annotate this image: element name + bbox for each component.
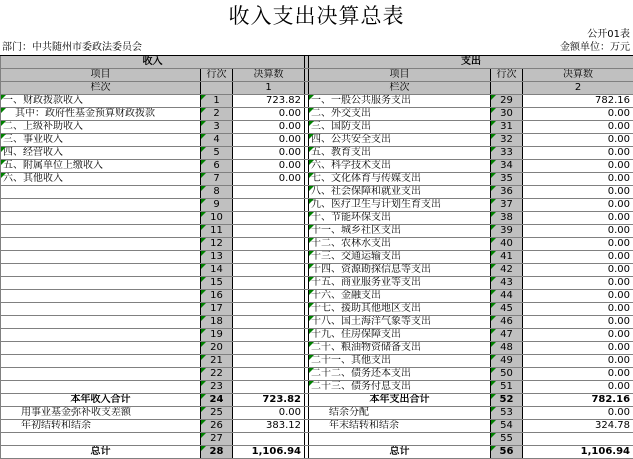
income-grand-total-label: 总计 xyxy=(1,446,201,459)
expense-item: 十七、援助其他地区支出 xyxy=(309,303,491,316)
expense-amount: 0.00 xyxy=(523,355,633,368)
expense-line-number: 48 xyxy=(491,342,523,355)
income-amount xyxy=(233,381,305,394)
income-item xyxy=(1,238,201,251)
expense-amount: 0.00 xyxy=(523,368,633,381)
income-line-number: 25 xyxy=(201,407,233,420)
table-row xyxy=(1,264,633,277)
income-amount: 0.00 xyxy=(233,108,305,121)
table-row xyxy=(1,420,633,433)
expense-line-number: 43 xyxy=(491,277,523,290)
income-amount: 723.82 xyxy=(233,95,305,108)
expense-amount xyxy=(523,433,633,446)
income-grand-total-line: 28 xyxy=(201,446,233,459)
table-row xyxy=(1,277,633,290)
section-header-row xyxy=(1,56,633,69)
expense-line-header: 行次 xyxy=(491,69,523,82)
income-amount: 383.12 xyxy=(233,420,305,433)
expense-total-line: 52 xyxy=(491,394,523,407)
expense-item: 五、教育支出 xyxy=(309,147,491,160)
expense-amount: 0.00 xyxy=(523,407,633,420)
income-item xyxy=(1,290,201,303)
expense-amount: 0.00 xyxy=(523,121,633,134)
table-row xyxy=(1,121,633,134)
income-line-number: 15 xyxy=(201,277,233,290)
expense-amount: 0.00 xyxy=(523,108,633,121)
table-row xyxy=(1,95,633,108)
expense-line-number: 42 xyxy=(491,264,523,277)
expense-item: 一、一般公共服务支出 xyxy=(309,95,491,108)
income-line-number: 18 xyxy=(201,316,233,329)
table-row xyxy=(1,199,633,212)
expense-item: 十六、金融支出 xyxy=(309,290,491,303)
income-amount-header: 决算数 xyxy=(233,69,305,82)
expense-amount: 0.00 xyxy=(523,316,633,329)
income-amount xyxy=(233,186,305,199)
expense-item-header: 项目 xyxy=(309,69,491,82)
table-row xyxy=(1,316,633,329)
income-amount xyxy=(233,368,305,381)
expense-item: 十四、资源勘探信息等支出 xyxy=(309,264,491,277)
income-item xyxy=(1,381,201,394)
table-row xyxy=(1,134,633,147)
expense-amount: 0.00 xyxy=(523,147,633,160)
income-item xyxy=(1,303,201,316)
expense-amount: 324.78 xyxy=(523,420,633,433)
income-amount: 0.00 xyxy=(233,173,305,186)
table-row xyxy=(1,108,633,121)
income-amount: 0.00 xyxy=(233,407,305,420)
expense-item: 七、文化体育与传媒支出 xyxy=(309,173,491,186)
expense-item: 二十、粮油物资储备支出 xyxy=(309,342,491,355)
expense-amount: 0.00 xyxy=(523,264,633,277)
income-line-blank xyxy=(201,82,233,95)
income-item xyxy=(1,316,201,329)
expense-line-number: 39 xyxy=(491,225,523,238)
expense-total-amount: 782.16 xyxy=(523,394,633,407)
expense-amount: 0.00 xyxy=(523,134,633,147)
income-item: 年初结转和结余 xyxy=(1,420,201,433)
income-line-number: 22 xyxy=(201,368,233,381)
amount-unit-label: 金额单位：万元 xyxy=(560,42,630,53)
expense-amount: 0.00 xyxy=(523,251,633,264)
expense-amount: 0.00 xyxy=(523,329,633,342)
income-grand-total-amount: 1,106.94 xyxy=(233,446,305,459)
expense-line-number: 51 xyxy=(491,381,523,394)
expense-line-number: 54 xyxy=(491,420,523,433)
income-expense-table xyxy=(0,55,633,459)
table-row xyxy=(1,212,633,225)
income-line-number: 7 xyxy=(201,173,233,186)
income-amount xyxy=(233,303,305,316)
income-item xyxy=(1,329,201,342)
income-amount xyxy=(233,251,305,264)
expense-item: 四、公共安全支出 xyxy=(309,134,491,147)
grand-total-row xyxy=(1,446,633,459)
income-line-header: 行次 xyxy=(201,69,233,82)
income-item: 三、事业收入 xyxy=(1,134,201,147)
expense-line-number: 46 xyxy=(491,316,523,329)
income-item xyxy=(1,212,201,225)
table-row xyxy=(1,368,633,381)
expense-item: 十五、商业服务业等支出 xyxy=(309,277,491,290)
expense-total-label: 本年支出合计 xyxy=(309,394,491,407)
income-line-number: 8 xyxy=(201,186,233,199)
report-title: 收入支出决算总表 xyxy=(228,4,405,28)
expense-item: 十二、农林水支出 xyxy=(309,238,491,251)
expense-line-number: 47 xyxy=(491,329,523,342)
expense-line-number: 34 xyxy=(491,160,523,173)
expense-amount: 0.00 xyxy=(523,199,633,212)
expense-item: 结余分配 xyxy=(309,407,491,420)
expense-amount: 0.00 xyxy=(523,290,633,303)
expense-item: 十一、城乡社区支出 xyxy=(309,225,491,238)
expense-column-number: 2 xyxy=(523,82,633,95)
income-item xyxy=(1,251,201,264)
expense-amount: 782.16 xyxy=(523,95,633,108)
expense-line-number: 30 xyxy=(491,108,523,121)
expense-line-number: 35 xyxy=(491,173,523,186)
column-header-row xyxy=(1,69,633,82)
income-line-number: 9 xyxy=(201,199,233,212)
expense-line-number: 31 xyxy=(491,121,523,134)
table-row xyxy=(1,251,633,264)
income-line-number: 21 xyxy=(201,355,233,368)
expense-amount: 0.00 xyxy=(523,173,633,186)
income-item xyxy=(1,355,201,368)
expense-line-number: 49 xyxy=(491,355,523,368)
income-total-label: 本年收入合计 xyxy=(1,394,201,407)
income-item: 一、财政拨款收入 xyxy=(1,95,201,108)
income-amount xyxy=(233,355,305,368)
expense-amount: 0.00 xyxy=(523,186,633,199)
income-total-line: 24 xyxy=(201,394,233,407)
table-row xyxy=(1,381,633,394)
income-line-number: 16 xyxy=(201,290,233,303)
table-row xyxy=(1,303,633,316)
table-row xyxy=(1,407,633,420)
expense-grand-total-line: 56 xyxy=(491,446,523,459)
income-amount: 0.00 xyxy=(233,134,305,147)
department-label: 部门：中共随州市委政法委员会 xyxy=(2,42,142,53)
income-amount xyxy=(233,264,305,277)
income-line-number: 4 xyxy=(201,134,233,147)
income-amount xyxy=(233,316,305,329)
income-item xyxy=(1,186,201,199)
income-column-number: 1 xyxy=(233,82,305,95)
expense-grand-total-label: 总计 xyxy=(309,446,491,459)
income-total-amount: 723.82 xyxy=(233,394,305,407)
expense-line-number: 50 xyxy=(491,368,523,381)
form-code: 公开01表 xyxy=(587,29,630,40)
expense-line-number: 33 xyxy=(491,147,523,160)
income-line-number: 2 xyxy=(201,108,233,121)
expense-item: 十九、住房保障支出 xyxy=(309,329,491,342)
income-line-number: 19 xyxy=(201,329,233,342)
expense-item: 三、国防支出 xyxy=(309,121,491,134)
income-item: 六、其他收入 xyxy=(1,173,201,186)
income-line-number: 10 xyxy=(201,212,233,225)
expense-amount: 0.00 xyxy=(523,381,633,394)
income-line-number: 11 xyxy=(201,225,233,238)
income-amount xyxy=(233,433,305,446)
expense-amount: 0.00 xyxy=(523,225,633,238)
table-row xyxy=(1,355,633,368)
expense-item: 六、科学技术支出 xyxy=(309,160,491,173)
expense-grand-total-amount: 1,106.94 xyxy=(523,446,633,459)
expense-line-number: 38 xyxy=(491,212,523,225)
income-line-number: 6 xyxy=(201,160,233,173)
expense-item: 十八、国土海洋气象等支出 xyxy=(309,316,491,329)
income-item-text: 其中：政府性基金预算财政拨款 xyxy=(15,108,155,119)
income-line-number: 17 xyxy=(201,303,233,316)
table-row xyxy=(1,290,633,303)
income-amount: 0.00 xyxy=(233,121,305,134)
table-row xyxy=(1,342,633,355)
income-item-header: 项目 xyxy=(1,69,201,82)
income-amount xyxy=(233,277,305,290)
table-row xyxy=(1,225,633,238)
expense-amount-header: 决算数 xyxy=(523,69,633,82)
income-line-number: 26 xyxy=(201,420,233,433)
income-line-number: 3 xyxy=(201,121,233,134)
income-item xyxy=(1,368,201,381)
expense-line-number: 37 xyxy=(491,199,523,212)
expense-row-label: 栏次 xyxy=(309,82,491,95)
expense-section-header: 支出 xyxy=(309,56,633,69)
table-row xyxy=(1,160,633,173)
income-amount xyxy=(233,329,305,342)
expense-line-number: 29 xyxy=(491,95,523,108)
income-item xyxy=(1,433,201,446)
income-line-number: 5 xyxy=(201,147,233,160)
income-item xyxy=(1,108,201,121)
income-amount xyxy=(233,199,305,212)
table-row xyxy=(1,329,633,342)
income-line-number: 20 xyxy=(201,342,233,355)
income-line-number: 14 xyxy=(201,264,233,277)
expense-line-number: 55 xyxy=(491,433,523,446)
income-amount: 0.00 xyxy=(233,147,305,160)
income-item: 用事业基金弥补收支差额 xyxy=(1,407,201,420)
expense-amount: 0.00 xyxy=(523,238,633,251)
income-item xyxy=(1,277,201,290)
expense-item: 十三、交通运输支出 xyxy=(309,251,491,264)
expense-amount: 0.00 xyxy=(523,277,633,290)
income-item xyxy=(1,342,201,355)
income-item xyxy=(1,264,201,277)
income-amount: 0.00 xyxy=(233,160,305,173)
expense-line-number: 41 xyxy=(491,251,523,264)
income-expense-total-row xyxy=(1,394,633,407)
expense-line-number: 45 xyxy=(491,303,523,316)
expense-item: 八、社会保障和就业支出 xyxy=(309,186,491,199)
expense-line-blank xyxy=(491,82,523,95)
expense-item: 二十三、债务付息支出 xyxy=(309,381,491,394)
expense-item: 二十一、其他支出 xyxy=(309,355,491,368)
income-amount xyxy=(233,238,305,251)
income-amount xyxy=(233,212,305,225)
income-item: 四、经营收入 xyxy=(1,147,201,160)
table-row xyxy=(1,186,633,199)
expense-line-number: 44 xyxy=(491,290,523,303)
expense-amount: 0.00 xyxy=(523,160,633,173)
expense-item: 二十二、债务还本支出 xyxy=(309,368,491,381)
income-item: 二、上级补助收入 xyxy=(1,121,201,134)
expense-item: 年末结转和结余 xyxy=(309,420,491,433)
table-row xyxy=(1,173,633,186)
expense-item: 二、外交支出 xyxy=(309,108,491,121)
expense-line-number: 40 xyxy=(491,238,523,251)
income-line-number: 13 xyxy=(201,251,233,264)
table-row xyxy=(1,147,633,160)
income-row-label: 栏次 xyxy=(1,82,201,95)
table-row xyxy=(1,238,633,251)
expense-line-number: 36 xyxy=(491,186,523,199)
expense-item: 九、医疗卫生与计划生育支出 xyxy=(309,199,491,212)
expense-line-number: 32 xyxy=(491,134,523,147)
table-row xyxy=(1,433,633,446)
income-line-number: 12 xyxy=(201,238,233,251)
expense-amount: 0.00 xyxy=(523,303,633,316)
expense-amount: 0.00 xyxy=(523,212,633,225)
income-amount xyxy=(233,342,305,355)
column-number-row xyxy=(1,82,633,95)
income-item: 五、附属单位上缴收入 xyxy=(1,160,201,173)
income-line-number: 27 xyxy=(201,433,233,446)
income-section-header: 收入 xyxy=(1,56,305,69)
income-amount xyxy=(233,225,305,238)
expense-item xyxy=(309,433,491,446)
income-item xyxy=(1,225,201,238)
income-line-number: 1 xyxy=(201,95,233,108)
expense-amount: 0.00 xyxy=(523,342,633,355)
expense-line-number: 53 xyxy=(491,407,523,420)
income-item xyxy=(1,199,201,212)
income-amount xyxy=(233,290,305,303)
income-line-number: 23 xyxy=(201,381,233,394)
expense-item: 十、节能环保支出 xyxy=(309,212,491,225)
